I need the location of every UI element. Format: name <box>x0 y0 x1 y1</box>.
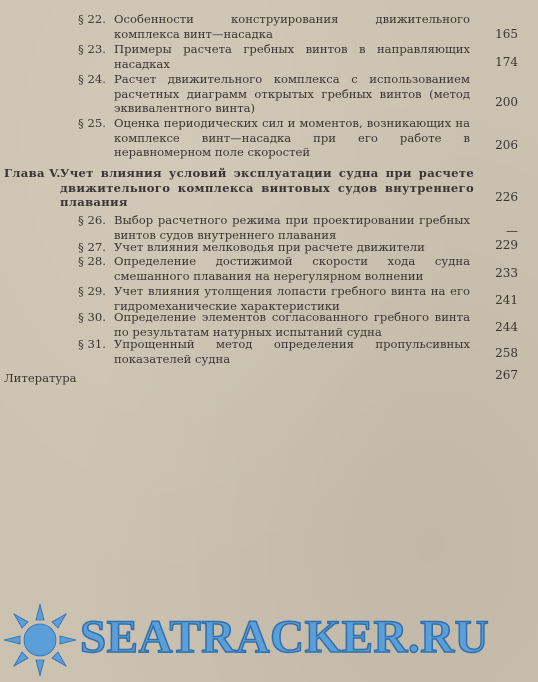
toc-entry-25 <box>78 116 470 160</box>
section-number: § 25. <box>78 116 106 130</box>
toc-entry-30 <box>78 310 470 339</box>
section-title: Определение элементов согласованного гребного винта по результатам натурных испытаний судна <box>114 310 470 339</box>
page-number: 233 <box>495 266 518 280</box>
chapter-entry <box>4 166 474 210</box>
toc-entry-22 <box>78 12 470 41</box>
toc-entry-31 <box>78 337 470 366</box>
page-number: 226 <box>495 190 518 204</box>
section-number: § 31. <box>78 337 106 351</box>
page-number: 165 <box>495 27 518 41</box>
section-number: § 30. <box>78 310 106 324</box>
section-title: Учет влияния утолщения лопасти гребного винта на его гидромеханические характеристики <box>114 284 470 313</box>
section-number: § 24. <box>78 72 106 86</box>
toc-entry-23 <box>78 42 470 71</box>
page-number: 200 <box>495 95 518 109</box>
section-number: § 26. <box>78 213 106 227</box>
section-title: Примеры расчета гребных винтов в направляющих насадках <box>114 42 470 71</box>
page-number: 229 <box>495 238 518 252</box>
chapter-label: Глава V. <box>4 166 61 180</box>
literature-entry <box>4 371 474 386</box>
page-number: 258 <box>495 346 518 360</box>
page-number: 206 <box>495 138 518 152</box>
section-number: § 28. <box>78 254 106 268</box>
page-number: 267 <box>495 368 518 382</box>
section-title: Учет влияния мелководья при расчете движители <box>114 240 425 254</box>
section-number: § 23. <box>78 42 106 56</box>
toc-entry-27 <box>78 240 470 255</box>
sun-icon <box>0 600 80 680</box>
toc-entry-28 <box>78 254 470 283</box>
page-number: 244 <box>495 320 518 334</box>
section-number: § 27. <box>78 240 106 254</box>
section-title: Расчет движительного комплекса с использованием расчетных диаграмм открытых гребных винтов (метод эквивалентного винта) <box>114 72 470 115</box>
toc-entry-29 <box>78 284 470 313</box>
section-number: § 22. <box>78 12 106 26</box>
section-title: Особенности конструирования движительного комплекса винт—насадка <box>114 12 470 41</box>
section-title: Оценка периодических сил и моментов, возникающих на комплексе винт—насадка при его работе в неравномерном поле скоростей <box>114 116 470 159</box>
chapter-title: Учет влияния условий эксплуатации судна при расчете движительного комплекса винтовых судов внутреннего плавания <box>60 166 474 209</box>
page-number: 174 <box>495 55 518 69</box>
page-number: — <box>506 224 518 238</box>
literature-title: Литература <box>4 371 77 385</box>
toc-entry-26 <box>78 213 470 242</box>
section-title: Определение достижимой скорости хода судна смешанного плавания на нерегулярном волнении <box>114 254 470 283</box>
section-title: Упрощенный метод определения пропульсивных показателей судна <box>114 337 470 366</box>
section-title: Выбор расчетного режима при проектировании гребных винтов судов внутреннего плавания <box>114 213 470 242</box>
watermark-text: SEATRACKER.RU <box>80 611 490 663</box>
toc-entry-24 <box>78 72 470 116</box>
page-number: 241 <box>495 293 518 307</box>
section-number: § 29. <box>78 284 106 298</box>
